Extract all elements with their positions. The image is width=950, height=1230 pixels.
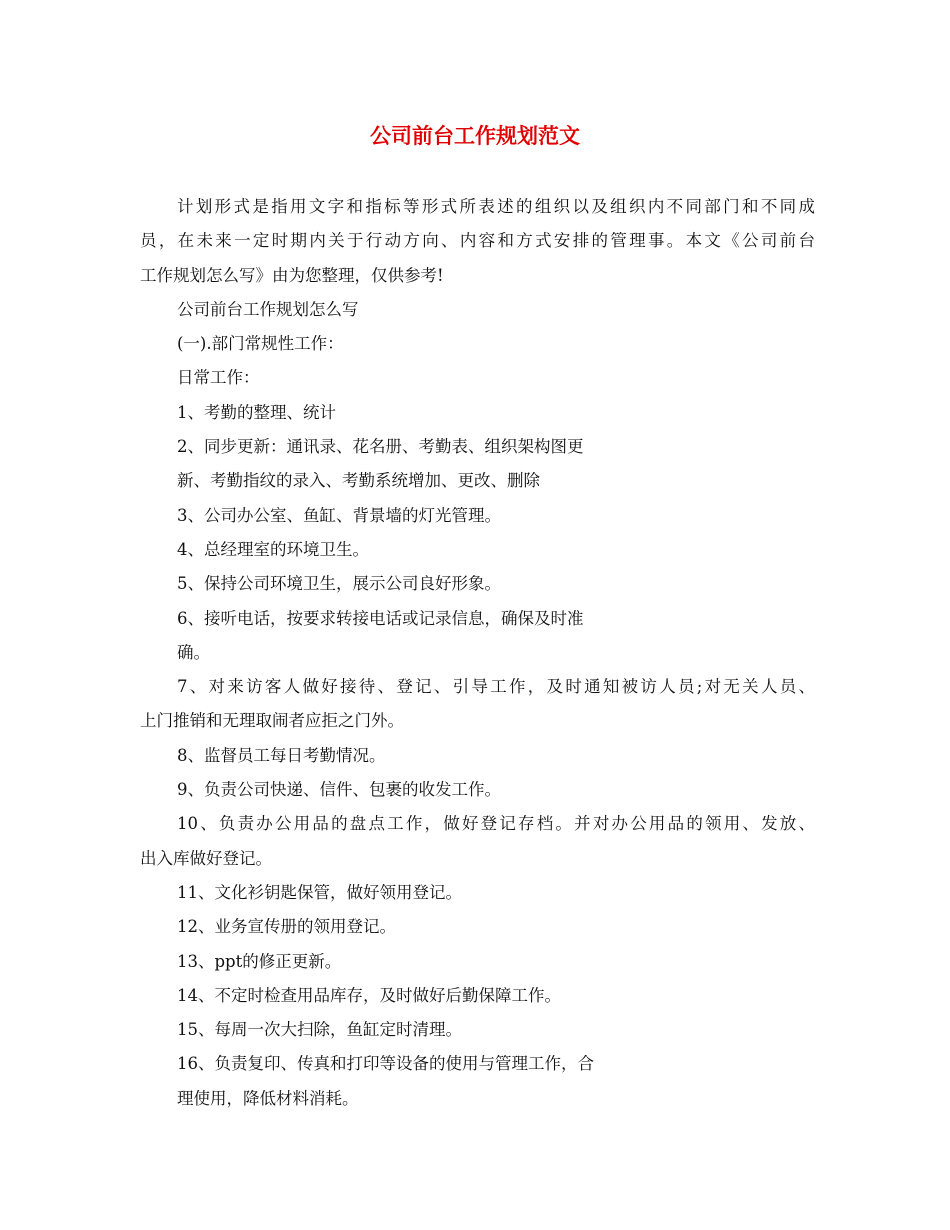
list-item-continuation: 新、考勤指纹的录入、考勤系统增加、更改、删除 xyxy=(177,471,540,491)
list-item: 8、监督员工每日考勤情况。 xyxy=(177,745,386,765)
paragraph-line: 工作规划怎么写》由为您整理，仅供参考! xyxy=(140,265,444,285)
list-item: 1、考勤的整理、统计 xyxy=(177,402,336,422)
paragraph-line: 员，在未来一定时期内关于行动方向、内容和方式安排的管理事。本文《公司前台 xyxy=(140,231,815,251)
list-item: 13、ppt的修正更新。 xyxy=(177,951,342,971)
document-body xyxy=(140,190,815,1116)
list-item-continuation: 出入库做好登记。 xyxy=(140,848,272,868)
list-item-continuation: 上门推销和无理取闹者应拒之门外。 xyxy=(140,711,404,731)
document-title: 公司前台工作规划范文 xyxy=(370,123,580,148)
list-item: 4、总经理室的环境卫生。 xyxy=(177,539,369,559)
list-item: 12、业务宣传册的领用登记。 xyxy=(177,917,396,937)
section-heading: (一).部门常规性工作： xyxy=(177,334,344,354)
list-item: 14、不定时检查用品库存，及时做好后勤保障工作。 xyxy=(177,985,561,1005)
paragraph-line: 计划形式是指用文字和指标等形式所表述的组织以及组织内不同部门和不同成 xyxy=(177,197,815,216)
list-item: 15、每周一次大扫除，鱼缸定时清理。 xyxy=(177,1020,462,1040)
list-item: 7、对来访客人做好接待、登记、引导工作，及时通知被访人员;对无关人员、 xyxy=(177,677,815,697)
list-item-continuation: 理使用，降低材料消耗。 xyxy=(177,1088,359,1108)
list-item: 6、接听电话，按要求转接电话或记录信息，确保及时准 xyxy=(177,608,584,628)
list-item: 11、文化衫钥匙保管，做好领用登记。 xyxy=(177,882,462,902)
list-item: 2、同步更新：通讯录、花名册、考勤表、组织架构图更 xyxy=(177,437,584,457)
paragraph-line: 日常工作： xyxy=(177,368,260,388)
list-item: 16、负责复印、传真和打印等设备的使用与管理工作，合 xyxy=(177,1054,594,1074)
list-item: 10、负责办公用品的盘点工作，做好登记存档。并对办公用品的领用、发放、 xyxy=(177,814,815,834)
paragraph-line: 公司前台工作规划怎么写 xyxy=(177,299,359,319)
list-item: 5、保持公司环境卫生，展示公司良好形象。 xyxy=(177,574,501,594)
list-item: 3、公司办公室、鱼缸、背景墙的灯光管理。 xyxy=(177,505,501,525)
list-item-continuation: 确。 xyxy=(177,642,210,662)
list-item: 9、负责公司快递、信件、包裹的收发工作。 xyxy=(177,780,501,800)
